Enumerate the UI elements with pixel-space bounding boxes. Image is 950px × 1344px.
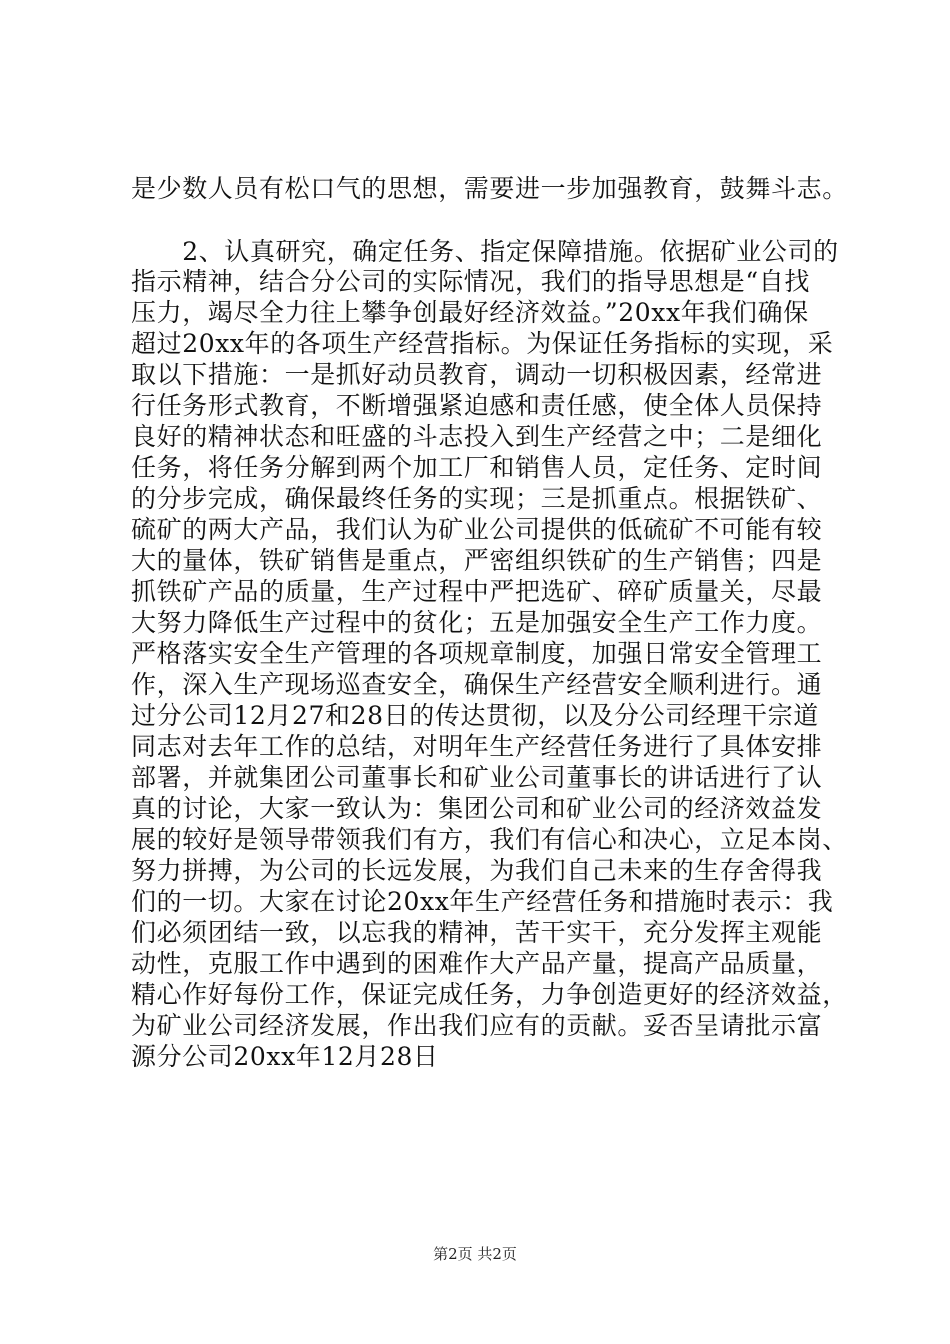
text-line: 作，深入生产现场巡查安全，确保生产经营安全顺利进行。通 — [131, 670, 823, 699]
text-line: 是少数人员有松口气的思想，需要进一步加强教育，鼓舞斗志。 — [131, 174, 848, 203]
text-line: 大努力降低生产过程中的贫化；五是加强安全生产工作力度。 — [131, 608, 823, 637]
text-line: 压力，竭尽全力往上攀争创最好经济效益。”20xx年我们确保 — [131, 298, 809, 327]
text-line: 取以下措施：一是抓好动员教育，调动一切积极因素，经常进 — [131, 360, 823, 389]
text-line: 大的量体，铁矿销售是重点，严密组织铁矿的生产销售；四是 — [131, 546, 823, 575]
text-line: 良好的精神状态和旺盛的斗志投入到生产经营之中；二是细化 — [131, 422, 823, 451]
text-line: 任务，将任务分解到两个加工厂和销售人员，定任务、定时间 — [131, 453, 823, 482]
text-line: 源分公司20xx年12月28日 — [131, 1042, 439, 1071]
text-line: 的分步完成，确保最终任务的实现；三是抓重点。根据铁矿、 — [131, 484, 823, 513]
text-line: 指示精神，结合分公司的实际情况，我们的指导思想是“自找 — [131, 267, 810, 296]
text-line: 展的较好是领导带领我们有方，我们有信心和决心，立足本岗、 — [131, 825, 848, 854]
text-line: 硫矿的两大产品，我们认为矿业公司提供的低硫矿不可能有较 — [131, 515, 823, 544]
text-line: 精心作好每份工作，保证完成任务，力争创造更好的经济效益， — [131, 980, 848, 1009]
text-line: 行任务形式教育，不断增强紧迫感和责任感，使全体人员保持 — [131, 391, 823, 420]
text-line: 超过20xx年的各项生产经营指标。为保证任务指标的实现，采 — [131, 329, 834, 358]
text-line: 部署，并就集团公司董事长和矿业公司董事长的讲话进行了认 — [131, 763, 823, 792]
text-line: 同志对去年工作的总结，对明年生产经营任务进行了具体安排 — [131, 732, 823, 761]
text-line: 抓铁矿产品的质量，生产过程中严把选矿、碎矿质量关，尽最 — [131, 577, 823, 606]
text-line: 为矿业公司经济发展，作出我们应有的贡献。妥否呈请批示富 — [131, 1011, 823, 1040]
page-number-footer: 第2页 共2页 — [433, 1245, 517, 1263]
text-line: 们必须团结一致，以忘我的精神，苦干实干，充分发挥主观能 — [131, 918, 823, 947]
text-line: 动性，克服工作中遇到的困难作大产品产量，提高产品质量， — [131, 949, 823, 978]
text-line: 们的一切。大家在讨论20xx年生产经营任务和措施时表示：我 — [131, 887, 834, 916]
text-line: 真的讨论，大家一致认为：集团公司和矿业公司的经济效益发 — [131, 794, 823, 823]
text-line: 努力拼搏，为公司的长远发展，为我们自己未来的生存舍得我 — [131, 856, 823, 885]
text-line: 严格落实安全生产管理的各项规章制度，加强日常安全管理工 — [131, 639, 823, 668]
text-line: 过分公司12月27和28日的传达贯彻，以及分公司经理干宗道 — [131, 701, 819, 730]
text-line: 2、认真研究，确定任务、指定保障措施。依据矿业公司的 — [131, 237, 839, 266]
